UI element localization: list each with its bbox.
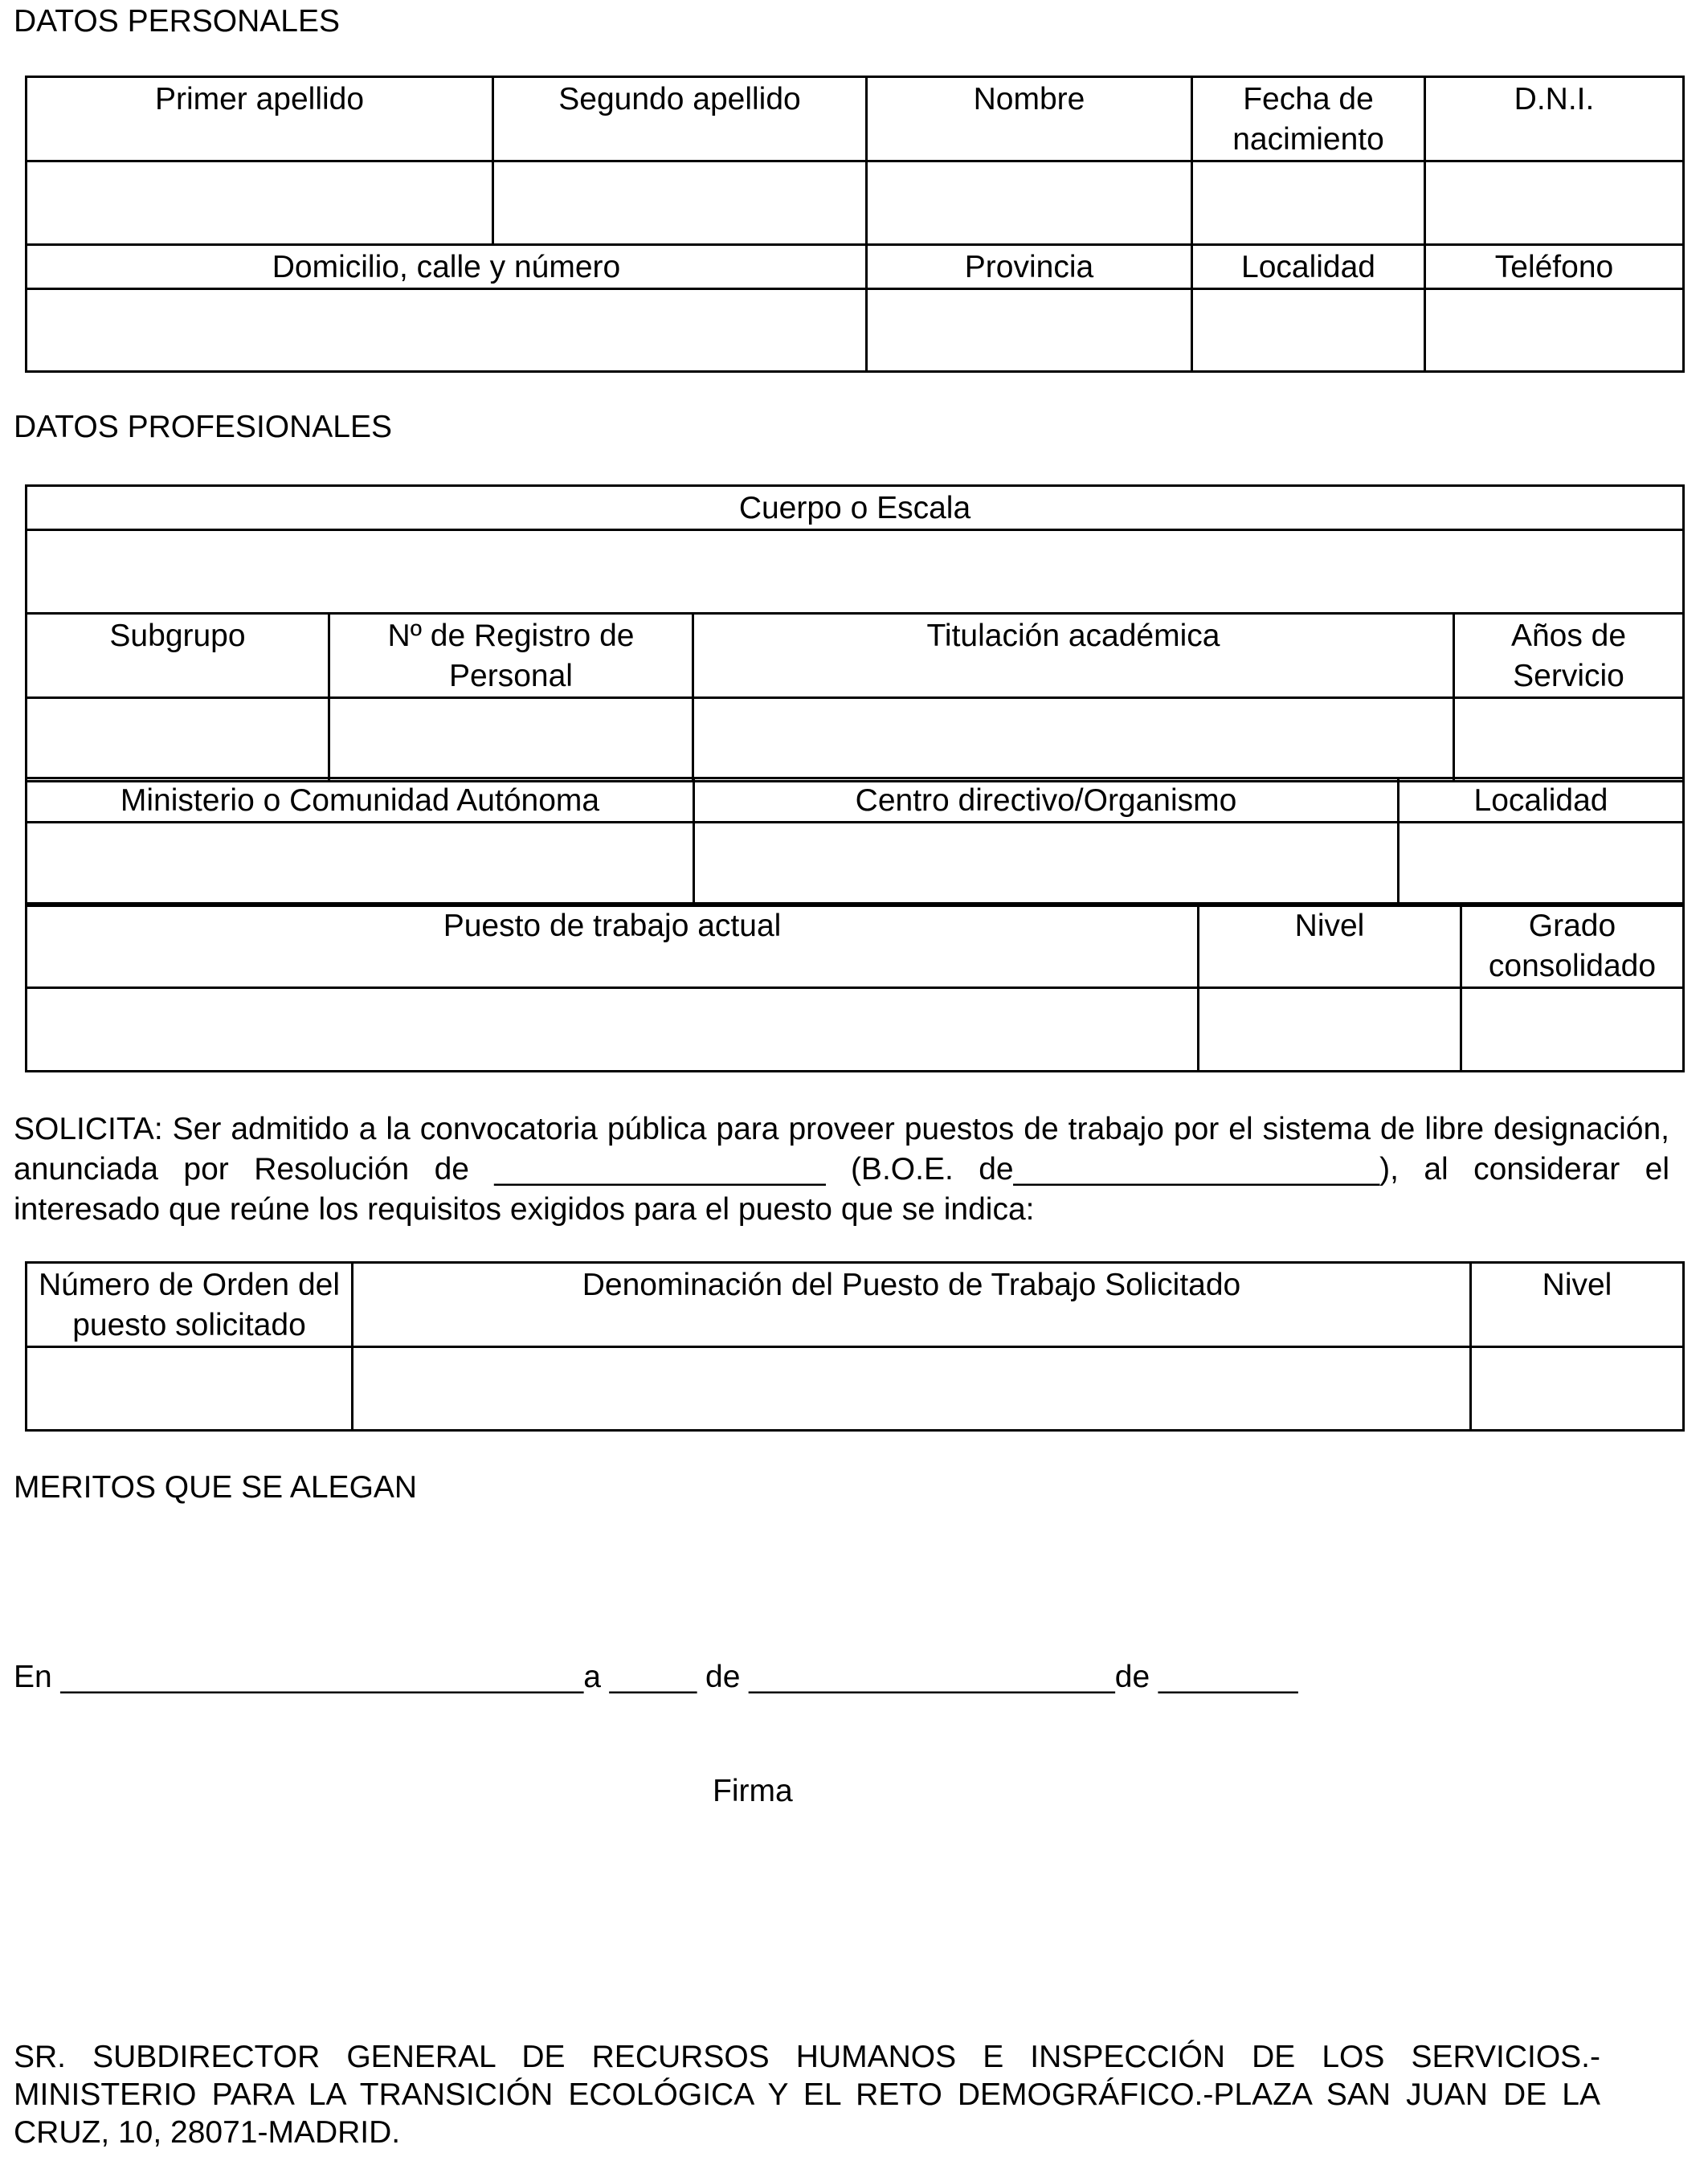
field-localidad[interactable] — [1192, 288, 1425, 371]
datos-profesionales-heading: DATOS PROFESIONALES — [14, 410, 393, 444]
destinatario-address: SR. SUBDIRECTOR GENERAL DE RECURSOS HUMANOS E INSPECCIÓN DE LOS SERVICIOS.-MINISTERIO PARA LA TRANSICIÓN ECOLÓGICA Y EL RETO DEMOGRÁFICO.-PLAZA SAN JUAN DE LA CRUZ, 10, 28071-MADRID. — [14, 2040, 1600, 2150]
header-cuerpo-escala: Cuerpo o Escala — [27, 486, 1684, 530]
field-anos-servicio[interactable] — [1454, 697, 1684, 781]
solicita-paragraph: SOLICITA: Ser admitido a la convocatoria pública para proveer puestos de trabajo por el sistema de libre designación, anunciada por Resolución de ___________________ (B.O.E. de_____________________), al considerar el interesado que reúne los requisitos exigidos para el puesto que se indica: — [14, 1112, 1669, 1227]
field-primer-apellido[interactable] — [27, 161, 493, 244]
header-registro-personal: Nº de Registro de Personal — [329, 613, 693, 697]
firma-label: Firma — [713, 1774, 793, 1808]
field-ministerio[interactable] — [27, 822, 694, 905]
header-centro-directivo: Centro directivo/Organismo — [694, 778, 1399, 823]
datos-personales-table — [25, 76, 1685, 373]
header-ministerio: Ministerio o Comunidad Autónoma — [27, 778, 694, 823]
puesto-solicitado-table — [25, 1261, 1685, 1432]
header-telefono: Teléfono — [1425, 244, 1684, 288]
header-nivel-solicitado: Nivel — [1471, 1263, 1684, 1347]
field-denominacion-puesto[interactable] — [353, 1346, 1471, 1430]
field-cuerpo-escala[interactable] — [27, 529, 1684, 613]
header-subgrupo: Subgrupo — [27, 613, 329, 697]
header-titulacion: Titulación académica — [693, 613, 1454, 697]
field-subgrupo[interactable] — [27, 697, 329, 781]
field-grado-consolidado[interactable] — [1461, 987, 1684, 1071]
field-numero-orden[interactable] — [27, 1346, 353, 1430]
header-nombre: Nombre — [867, 77, 1192, 161]
field-registro-personal[interactable] — [329, 697, 693, 781]
field-nombre[interactable] — [867, 161, 1192, 244]
field-dni[interactable] — [1425, 161, 1684, 244]
header-domicilio: Domicilio, calle y número — [27, 244, 867, 288]
header-fecha-nacimiento: Fecha de nacimiento — [1192, 77, 1425, 161]
datos-profesionales-destino-table — [25, 777, 1685, 907]
header-nivel-actual: Nivel — [1199, 904, 1461, 988]
field-centro-directivo[interactable] — [694, 822, 1399, 905]
datos-profesionales-puesto-table — [25, 902, 1685, 1072]
field-localidad-destino[interactable] — [1399, 822, 1684, 905]
meritos-heading: MERITOS QUE SE ALEGAN — [14, 1470, 418, 1505]
header-anos-servicio: Años de Servicio — [1454, 613, 1684, 697]
header-grado-consolidado: Grado consolidado — [1461, 904, 1684, 988]
field-provincia[interactable] — [867, 288, 1192, 371]
header-provincia: Provincia — [867, 244, 1192, 288]
field-puesto-actual[interactable] — [27, 987, 1199, 1071]
field-fecha-nacimiento[interactable] — [1192, 161, 1425, 244]
field-segundo-apellido[interactable] — [493, 161, 867, 244]
datos-personales-heading: DATOS PERSONALES — [14, 4, 341, 39]
header-localidad: Localidad — [1192, 244, 1425, 288]
header-numero-orden: Número de Orden del puesto solicitado — [27, 1263, 353, 1347]
field-domicilio[interactable] — [27, 288, 867, 371]
lugar-fecha-line: En ______________________________a _____ de _____________________de ________ — [14, 1660, 1298, 1694]
header-segundo-apellido: Segundo apellido — [493, 77, 867, 161]
field-nivel-actual[interactable] — [1199, 987, 1461, 1071]
field-telefono[interactable] — [1425, 288, 1684, 371]
header-primer-apellido: Primer apellido — [27, 77, 493, 161]
header-localidad-destino: Localidad — [1399, 778, 1684, 823]
header-puesto-actual: Puesto de trabajo actual — [27, 904, 1199, 988]
field-titulacion[interactable] — [693, 697, 1454, 781]
header-denominacion-puesto: Denominación del Puesto de Trabajo Solicitado — [353, 1263, 1471, 1347]
header-dni: D.N.I. — [1425, 77, 1684, 161]
field-nivel-solicitado[interactable] — [1471, 1346, 1684, 1430]
datos-profesionales-table — [25, 484, 1685, 782]
